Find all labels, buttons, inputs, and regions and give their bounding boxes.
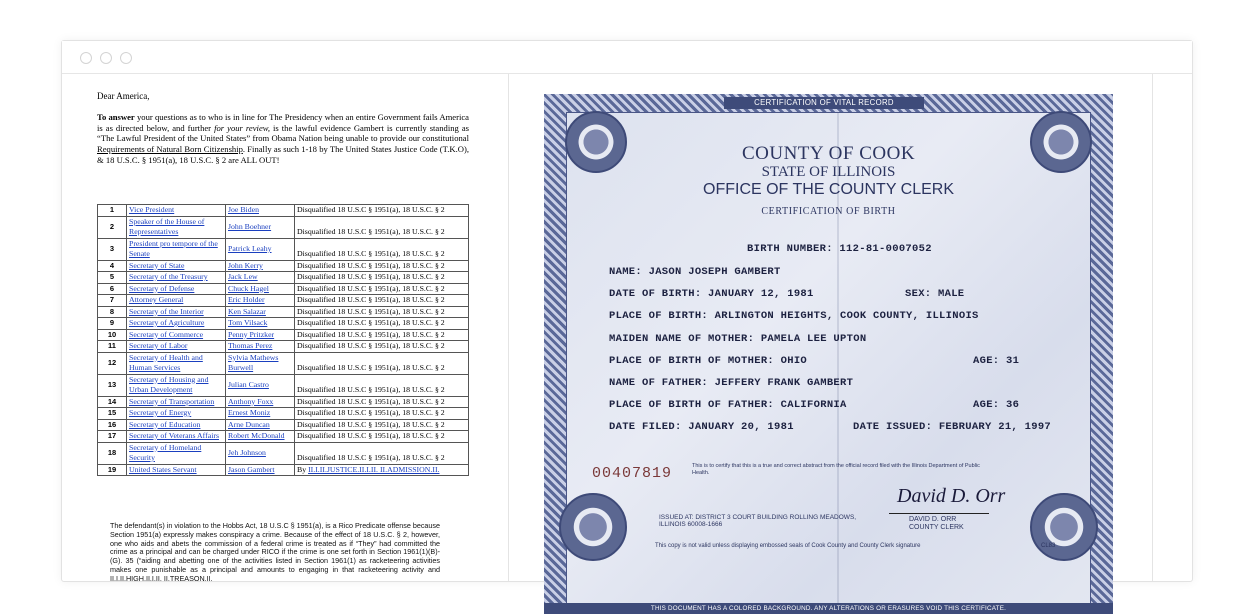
office-link[interactable]: President pro tempore of the Senate	[129, 238, 218, 258]
row-number: 8	[98, 306, 127, 318]
intro-part3: . Finally as such 1-18 by The United States Justice Code (T.K.O), & 18 U.S.C. § 1951(a), 18 U.S.C. § 2 are ALL OUT!	[97, 144, 469, 165]
person-link[interactable]: Jason Gambert	[228, 464, 275, 474]
row-number: 14	[98, 396, 127, 408]
table-row	[98, 216, 469, 238]
office-cell	[127, 272, 226, 284]
name-cell	[226, 238, 295, 260]
office-link[interactable]: Secretary of Energy	[129, 408, 192, 417]
clerk-name: DAVID D. ORR	[909, 516, 957, 523]
name-cell	[226, 295, 295, 307]
office-link[interactable]: Secretary of the Treasury	[129, 272, 208, 281]
table-row	[98, 352, 469, 374]
row-number: 11	[98, 341, 127, 353]
birth-number: BIRTH NUMBER: 112-81-0007052	[747, 243, 932, 255]
place-of-birth: PLACE OF BIRTH: ARLINGTON HEIGHTS, COOK COUNTY, ILLINOIS	[609, 310, 979, 322]
table-row	[98, 442, 469, 464]
status-cell: Disqualified 18 U.S.C § 1951(a), 18 U.S.C. § 2	[295, 306, 469, 318]
office-link[interactable]: Secretary of Commerce	[129, 329, 204, 339]
letter-intro	[97, 112, 469, 166]
table-row	[98, 318, 469, 330]
table-row	[98, 272, 469, 284]
table-row	[98, 431, 469, 443]
place-of-birth-father: PLACE OF BIRTH OF FATHER: CALIFORNIA	[609, 399, 847, 411]
place-of-birth-mother: PLACE OF BIRTH OF MOTHER: OHIO	[609, 355, 808, 367]
office-cell	[127, 341, 226, 353]
window-titlebar	[62, 41, 1192, 74]
window-content	[62, 74, 1192, 612]
office-link[interactable]: Attorney General	[129, 295, 184, 304]
age-mother: AGE: 31	[973, 355, 1020, 367]
status-cell: Disqualified 18 U.S.C § 1951(a), 18 U.S.C. § 2	[295, 396, 469, 408]
office-cell	[127, 464, 226, 476]
status-cell: Disqualified 18 U.S.C § 1951(a), 18 U.S.C. § 2	[295, 431, 469, 443]
person-link[interactable]: Jeh Johnson	[228, 447, 266, 457]
validity-text: This copy is not valid unless displaying embossed seals of Cook County and County Clerk signature	[655, 543, 921, 549]
office-cell	[127, 306, 226, 318]
office-cell	[127, 408, 226, 420]
office-cell	[127, 318, 226, 330]
person-link[interactable]: John Kerry	[228, 260, 263, 270]
office-cell	[127, 442, 226, 464]
certificate-subtitle: CERTIFICATION OF BIRTH	[761, 206, 896, 217]
letter-greeting: Dear America,	[97, 91, 150, 101]
name-cell	[226, 352, 295, 374]
person-link[interactable]: Julian Castro	[228, 379, 269, 389]
table-row	[98, 329, 469, 341]
name-cell	[226, 283, 295, 295]
intro-part1: your questions as to who is in line for The Presidency when an entire Government fails America is as directed below, and further	[97, 112, 469, 133]
office-link[interactable]: Secretary of the Interior	[129, 306, 204, 316]
office-link[interactable]: Secretary of Veterans Affairs	[129, 431, 219, 440]
name-cell	[226, 341, 295, 353]
status-cell: Disqualified 18 U.S.C § 1951(a), 18 U.S.C. § 2	[295, 329, 469, 341]
certificate-body	[566, 112, 1091, 614]
name-cell	[226, 419, 295, 431]
row-number: 18	[98, 442, 127, 464]
person-link[interactable]: Eric Holder	[228, 295, 265, 304]
intro-lead: To answer	[97, 112, 135, 122]
status-cell: Disqualified 18 U.S.C § 1951(a), 18 U.S.C. § 2	[295, 205, 469, 217]
row-number: 4	[98, 260, 127, 272]
name-cell	[226, 408, 295, 420]
office-link[interactable]: Secretary of Defense	[129, 283, 195, 293]
office-link[interactable]: Secretary of Agriculture	[129, 318, 205, 327]
sex: SEX: MALE	[905, 288, 965, 300]
table-row	[98, 260, 469, 272]
age-father: AGE: 36	[973, 399, 1020, 411]
cook-county-seal-icon	[559, 493, 627, 561]
table-row	[98, 396, 469, 408]
office-cell	[127, 260, 226, 272]
status-prefix: By	[297, 464, 309, 474]
office-cell	[127, 283, 226, 295]
maiden-name-mother: MAIDEN NAME OF MOTHER: PAMELA LEE UPTON	[609, 333, 867, 345]
person-link[interactable]: Ernest Moniz	[228, 408, 271, 417]
certificate-panel	[509, 74, 1153, 612]
name-cell	[226, 396, 295, 408]
status-cell: Disqualified 18 U.S.C § 1951(a), 18 U.S.C. § 2	[295, 408, 469, 420]
certificate-office: OFFICE OF THE COUNTY CLERK	[703, 181, 954, 198]
intro-part2: is the lawful evidence Gambert is currently standing as “The Lawful President of the United States” from Obama Nation being unable to provide our constitutional	[97, 122, 469, 144]
person-link[interactable]: Tom Vilsack	[228, 318, 268, 327]
person-link[interactable]: Robert McDonald	[228, 431, 285, 440]
issued-at: ISSUED AT: DISTRICT 3 COURT BUILDING ROLLING MEADOWS, ILLINOIS 60008-1666	[659, 514, 857, 528]
office-cell	[127, 431, 226, 443]
certificate-state: STATE OF ILLINOIS	[761, 164, 896, 180]
status-cell: Disqualified 18 U.S.C § 1951(a), 18 U.S.C. § 2	[295, 238, 469, 260]
row-number: 12	[98, 352, 127, 374]
table-row	[98, 205, 469, 217]
row-number: 15	[98, 408, 127, 420]
clerk-title: COUNTY CLERK	[909, 524, 964, 531]
row-number: 13	[98, 374, 127, 396]
row-number: 16	[98, 419, 127, 431]
office-link[interactable]: Vice President	[129, 205, 175, 214]
row-number: 6	[98, 283, 127, 295]
person-link[interactable]: Joe Biden	[228, 205, 259, 214]
clerk-signature: David D. Orr	[897, 485, 1006, 507]
row-number: 3	[98, 238, 127, 260]
status-cell: Disqualified 18 U.S.C § 1951(a), 18 U.S.C. § 2	[295, 283, 469, 295]
row-number: 7	[98, 295, 127, 307]
browser-window	[61, 40, 1193, 612]
office-link[interactable]: Secretary of Housing and Urban Development	[129, 374, 209, 394]
office-link[interactable]: Secretary of Labor	[129, 341, 188, 350]
name-cell	[226, 272, 295, 284]
table-row	[98, 419, 469, 431]
office-cell	[127, 396, 226, 408]
name-cell	[226, 464, 295, 476]
admission-link[interactable]: II.I.II.JUSTICE.II.I.II. II.ADMISSION.II.	[308, 464, 440, 474]
person-link[interactable]: Penny Pritzker	[228, 329, 275, 339]
name-cell	[226, 205, 295, 217]
office-cell	[127, 419, 226, 431]
office-link[interactable]: Secretary of Education	[129, 419, 201, 429]
close-window-icon[interactable]	[80, 52, 92, 64]
row-number: 19	[98, 464, 127, 476]
office-cell	[127, 216, 226, 238]
status-cell: Disqualified 18 U.S.C § 1951(a), 18 U.S.C. § 2	[295, 442, 469, 464]
intro-underline: Requirements of Natural Born Citizenship	[97, 144, 243, 155]
row-number: 1	[98, 205, 127, 217]
office-cell	[127, 352, 226, 374]
person-link[interactable]: Chuck Hagel	[228, 283, 269, 293]
name-cell	[226, 431, 295, 443]
person-link[interactable]: Anthony Foxx	[228, 396, 274, 406]
table-row	[98, 408, 469, 420]
minimize-window-icon[interactable]	[100, 52, 112, 64]
status-cell: Disqualified 18 U.S.C § 1951(a), 18 U.S.C. § 2	[295, 352, 469, 374]
date-of-birth: DATE OF BIRTH: JANUARY 12, 1981	[609, 288, 814, 300]
county-clerk-seal-icon	[1030, 493, 1098, 561]
table-row	[98, 238, 469, 260]
table-row	[98, 295, 469, 307]
office-link[interactable]: Secretary of Health and Human Services	[129, 352, 203, 372]
certificate-top-banner: CERTIFICATION OF VITAL RECORD	[724, 97, 924, 109]
table-row	[98, 464, 469, 476]
person-link[interactable]: John Boehner	[228, 221, 272, 231]
name-cell	[226, 318, 295, 330]
maximize-window-icon[interactable]	[120, 52, 132, 64]
status-cell: Disqualified 18 U.S.C § 1951(a), 18 U.S.C. § 2	[295, 295, 469, 307]
succession-table	[97, 204, 469, 476]
office-link[interactable]: Secretary of Homeland Security	[129, 442, 202, 462]
name-of-father: NAME OF FATHER: JEFFERY FRANK GAMBERT	[609, 377, 854, 389]
row-number: 2	[98, 216, 127, 238]
office-cell	[127, 374, 226, 396]
row-number: 10	[98, 329, 127, 341]
certify-text: This is to certify that this is a true and correct abstract from the official record filed with the Illinois Department of Public Health.	[692, 463, 980, 476]
row-number: 17	[98, 431, 127, 443]
person-link[interactable]: Patrick Leahy	[228, 243, 272, 253]
status-cell: Disqualified 18 U.S.C § 1951(a), 18 U.S.C. § 2	[295, 260, 469, 272]
person-link[interactable]: Ken Salazar	[228, 306, 266, 316]
office-cell	[127, 295, 226, 307]
office-link[interactable]: Secretary of State	[129, 260, 185, 270]
person-link[interactable]: Jack Lew	[228, 272, 258, 281]
name-cell	[226, 216, 295, 238]
person-link[interactable]: Arne Duncan	[228, 419, 270, 429]
table-row	[98, 283, 469, 295]
status-cell	[295, 464, 469, 476]
status-cell: Disqualified 18 U.S.C § 1951(a), 18 U.S.C. § 2	[295, 341, 469, 353]
birth-certificate-image	[544, 94, 1113, 614]
name-cell	[226, 442, 295, 464]
certificate-county: COUNTY OF COOK	[741, 143, 916, 164]
legal-footnote: The defendant(s) in violation to the Hobbs Act, 18 U.S.C § 1951(a), is a Rico Predicate offense because Section 1951(a) expressly makes conspiracy a crime. Because of the effect of 18 U.S.C. § 2, however, one who aids and abets the commission of a federal crime is treated as if “They” had committed the crime as a principal and can be charged under RICO if the crime is one set forth in Section 1961(1)(B)-(G). 35 (“aiding and abetting one of the activities listed in Section 1961(1) as racketeering activities makes one punishable as a principal and amounts to engaging in that racketeering activity and II.I.II.HIGH.II.I.II. II.TREASON.II.	[110, 521, 440, 583]
table-row	[98, 341, 469, 353]
person-link[interactable]: Sylvia Mathews Burwell	[228, 352, 279, 372]
name-cell	[226, 260, 295, 272]
office-link[interactable]: Secretary of Transportation	[129, 396, 215, 406]
table-row	[98, 374, 469, 396]
intro-italic: for your review,	[214, 122, 270, 133]
status-cell: Disqualified 18 U.S.C § 1951(a), 18 U.S.C. § 2	[295, 272, 469, 284]
office-cell	[127, 329, 226, 341]
certificate-bottom-banner: THIS DOCUMENT HAS A COLORED BACKGROUND. ANY ALTERATIONS OR ERASURES VOID THIS CERTIFICATE.	[544, 603, 1113, 614]
name-cell	[226, 329, 295, 341]
table-row	[98, 306, 469, 318]
child-name: NAME: JASON JOSEPH GAMBERT	[609, 266, 781, 278]
signature-line	[889, 513, 989, 514]
date-filed: DATE FILED: JANUARY 20, 1981	[609, 421, 794, 433]
name-cell	[226, 374, 295, 396]
status-cell: Disqualified 18 U.S.C § 1951(a), 18 U.S.C. § 2	[295, 318, 469, 330]
status-cell: Disqualified 18 U.S.C § 1951(a), 18 U.S.C. § 2	[295, 419, 469, 431]
date-issued: DATE ISSUED: FEBRUARY 21, 1997	[853, 421, 1052, 433]
office-link[interactable]: Speaker of the House of Representatives	[129, 216, 205, 236]
form-code: CL83	[1041, 543, 1056, 549]
certificate-number: 00407819	[592, 465, 673, 482]
status-cell: Disqualified 18 U.S.C § 1951(a), 18 U.S.C. § 2	[295, 216, 469, 238]
office-cell	[127, 205, 226, 217]
office-link[interactable]: United States Servant	[129, 464, 197, 474]
name-cell	[226, 306, 295, 318]
row-number: 9	[98, 318, 127, 330]
letter-document	[62, 74, 509, 581]
row-number: 5	[98, 272, 127, 284]
office-cell	[127, 238, 226, 260]
person-link[interactable]: Thomas Perez	[228, 341, 273, 350]
status-cell: Disqualified 18 U.S.C § 1951(a), 18 U.S.C. § 2	[295, 374, 469, 396]
